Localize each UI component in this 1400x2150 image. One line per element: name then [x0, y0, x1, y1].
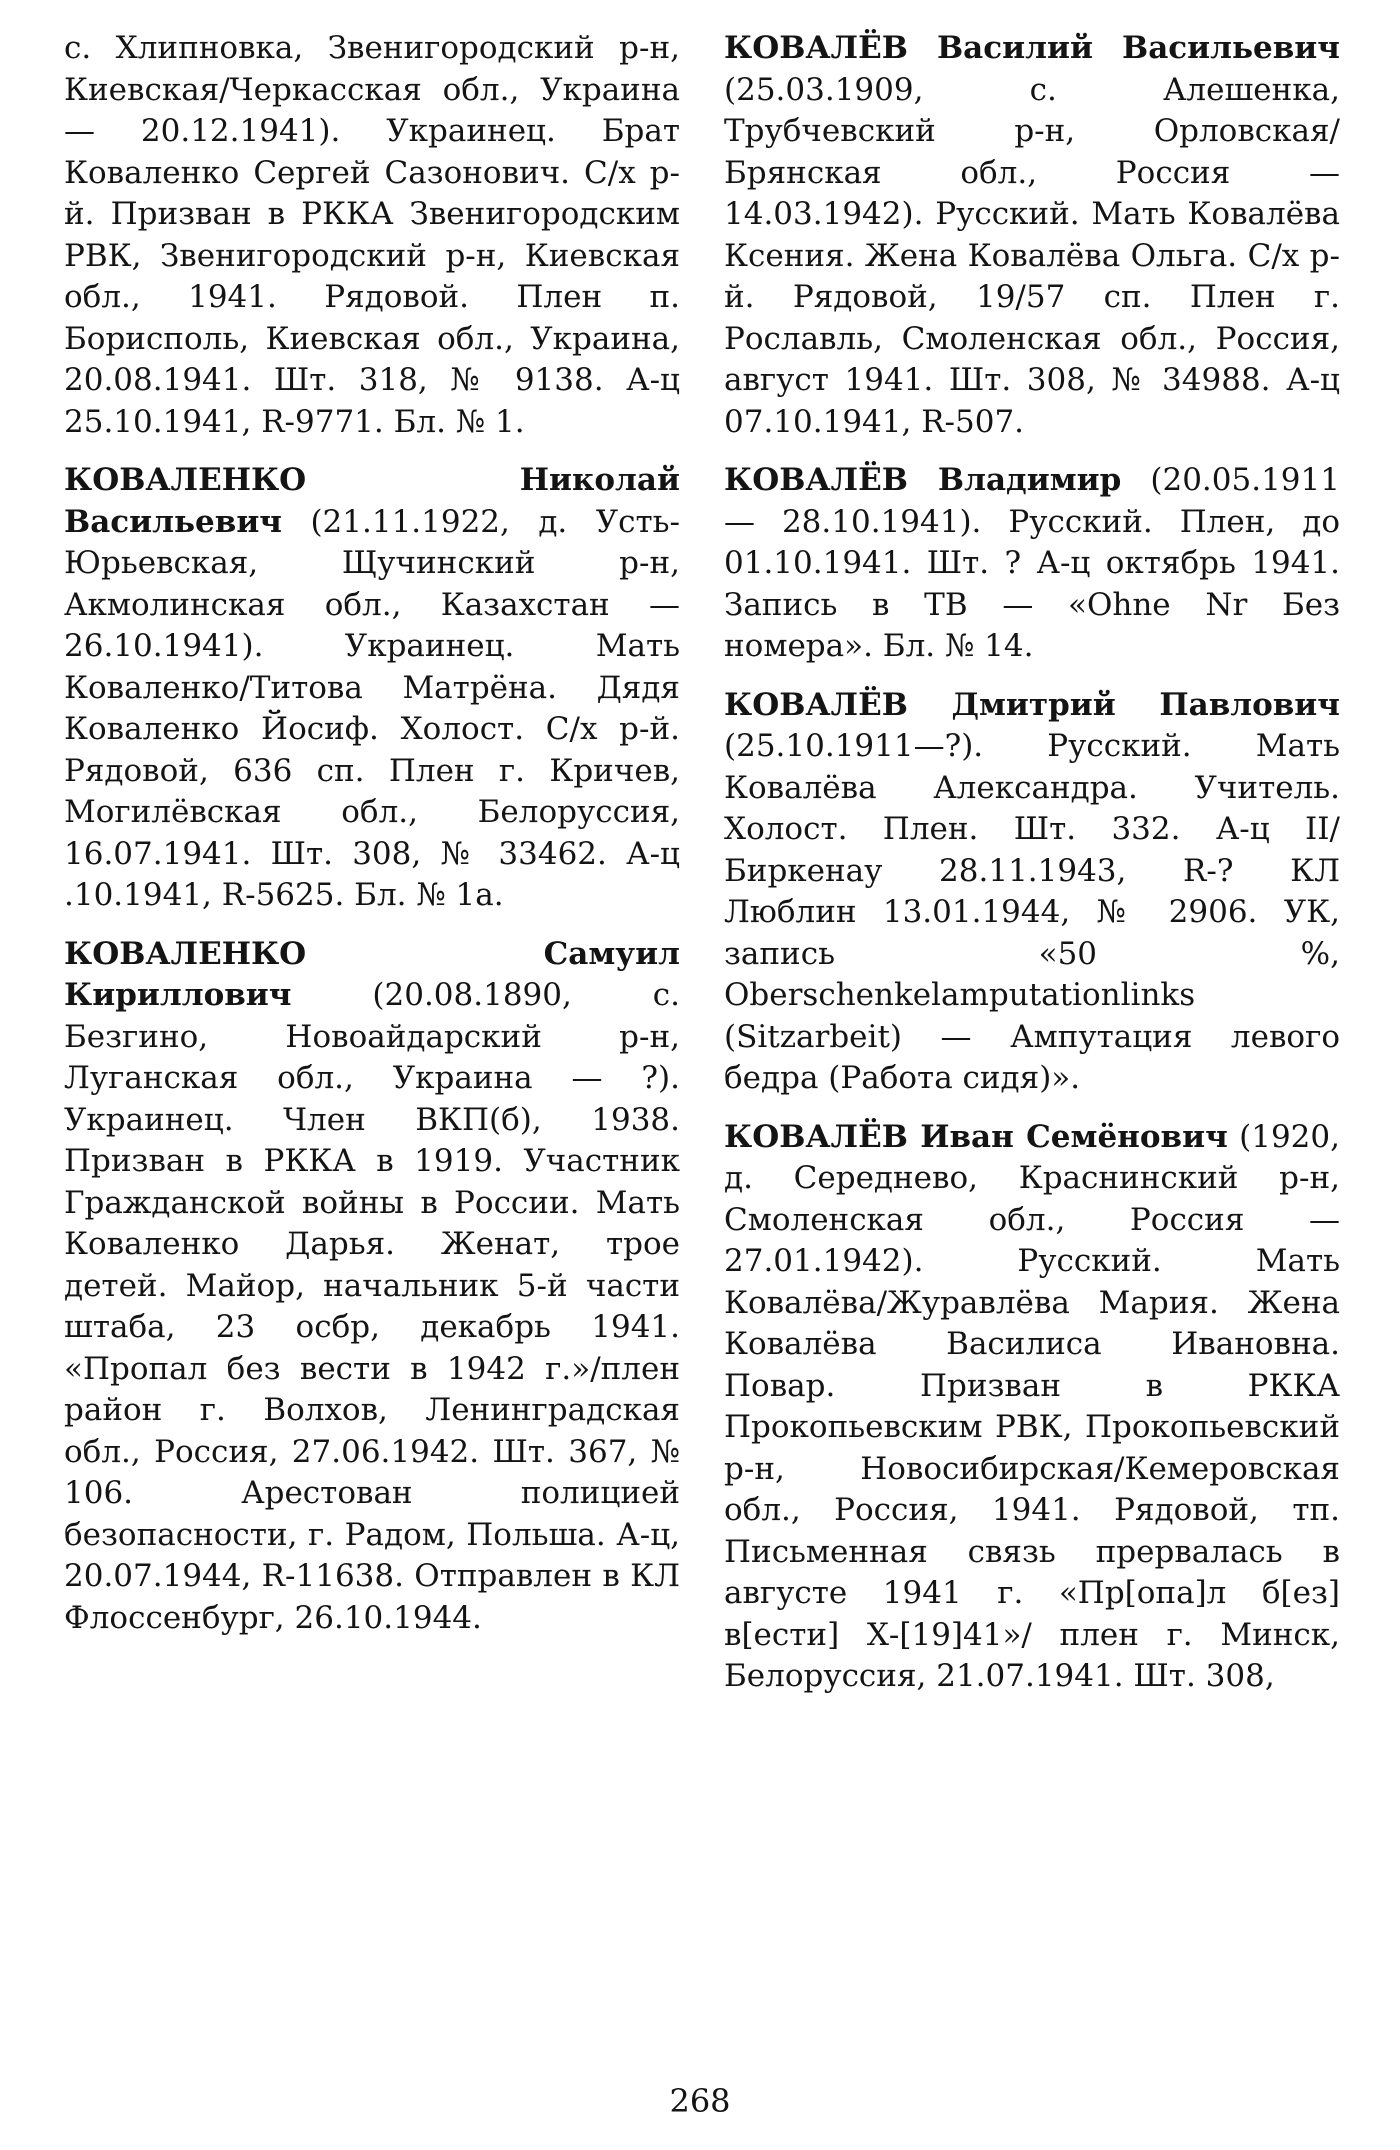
right-column [724, 28, 1340, 2018]
entry-text: (1920, д. Середнево, Краснинский р-н, Смоленская обл., Россия — 27.01.1942). Русский. Мать Ковалёва/Журавлёва Мария. Жена Ковалёва Василиса Ивановна. Повар. Призван в РККА Прокопьевским РВК, Прокопьевский р-н, Новосибирская/Кемеровская обл., Россия, 1941. Рядовой, тп. Письменная связь прервалась в августе 1941 г. «Пр[опа]л б[ез] в[ести] Х-[19]41»/ плен г. Минск, Белоруссия, 21.07.1941. Шт. 308, [724, 1118, 1340, 1694]
entry-text: (20.08.1890, с. Безгино, Новоайдарский р-н, Луганская обл., Украина — ?). Украинец. Член ВКП(б), 1938. Призван в РККА в 1919. Участник Гражданской войны в России. Мать Коваленко Дарья. Женат, трое детей. Майор, начальник 5-й части штаба, 23 осбр, декабрь 1941. «Пропал без вести в 1942 г.»/плен район г. Волхов, Ленинградская обл., Россия, 27.06.1942. Шт. 367, № 106. Арестован полицией безопасности, г. Радом, Польша. А-ц, 20.07.1944, R-11638. Отправлен в КЛ Флоссенбург, 26.10.1944. [64, 977, 680, 1636]
entry [64, 934, 680, 1640]
entry-text: (21.11.1922, д. Усть-Юрьевская, Щучинский р-н, Акмолинская обл., Казахстан — 26.10.1941). Украинец. Мать Коваленко/Титова Матрёна. Дядя Коваленко Йосиф. Холост. С/х р-й. Рядовой, 636 сп. Плен г. Кричев, Могилёвская обл., Белоруссия, 16.07.1941. Шт. 308, № 33462. А-ц .10.1941, R-5625. Бл. № 1а. [64, 503, 680, 913]
entry-text: (25.03.1909, с. Алешенка, Трубчевский р-н, Орловская/Брянская обл., Россия — 14.03.1942). Русский. Мать Ковалёва Ксения. Жена Ковалёва Ольга. С/х р-й. Рядовой, 19/57 сп. Плен г. Рославль, Смоленская обл., Россия, август 1941. Шт. 308, № 34988. А-ц 07.10.1941, R-507. [724, 71, 1340, 440]
text-columns [64, 28, 1340, 2018]
entry [64, 460, 680, 917]
page-number: 268 [669, 2082, 731, 2120]
entry [724, 460, 1340, 668]
entry-text: (25.10.1911—?). Русский. Мать Ковалёва Александра. Учитель. Холост. Плен. Шт. 332. А-ц II/Биркенау 28.11.1943, R-? КЛ Люблин 13.01.1944, № 2906. УК, запись «50 %, Oberschenkelamputationlinks (Sitzarbeit) — Ампутация левого бедра (Работа сидя)». [724, 728, 1340, 1096]
entry-name: КОВАЛЁВ Василий Васильевич [724, 30, 1340, 66]
entry [724, 685, 1340, 1100]
entry [724, 28, 1340, 443]
entry-text: с. Хлипновка, Звенигородский р-н, Киевская/Черкасская обл., Украина — 20.12.1941). Украинец. Брат Коваленко Сергей Сазонович. С/х р-й. Призван в РККА Звенигородским РВК, Звенигородский р-н, Киевская обл., 1941. Рядовой. Плен п. Борисполь, Киевская обл., Украина, 20.08.1941. Шт. 318, № 9138. А-ц 25.10.1941, R-9771. Бл. № 1. [64, 30, 680, 440]
entry-name: КОВАЛЁВ Владимир [724, 462, 1122, 498]
entry-text: (20.05.1911 — 28.10.1941). Русский. Плен, до 01.10.1941. Шт. ? А-ц октябрь 1941. Запись в ТВ — «Ohne Nr Без номера». Бл. № 14. [724, 462, 1340, 664]
entry-name: КОВАЛЁВ Иван Семёнович [724, 1118, 1228, 1155]
entry-name: КОВАЛЕНКО Николай Васильевич [64, 462, 680, 540]
entry [724, 1117, 1340, 1698]
entry-continuation [64, 28, 680, 443]
left-column [64, 28, 680, 2018]
entry-name: КОВАЛЁВ Дмитрий Павлович [724, 686, 1340, 723]
entry-name: КОВАЛЕНКО Самуил Кириллович [64, 935, 680, 1013]
